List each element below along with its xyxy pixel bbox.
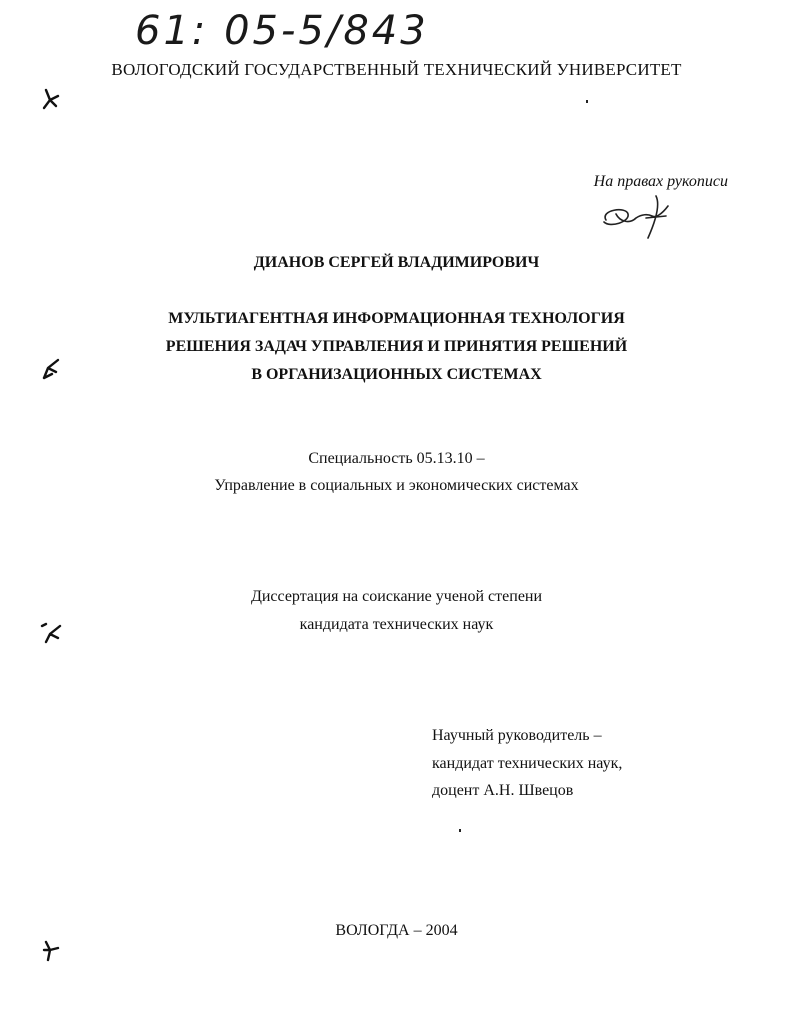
scan-speck xyxy=(586,100,588,103)
university-name: ВОЛОГОДСКИЙ ГОСУДАРСТВЕННЫЙ ТЕХНИЧЕСКИЙ УНИВЕРСИТЕТ xyxy=(111,60,682,79)
manuscript-note: На правах рукописи xyxy=(593,173,728,190)
title-line-2: РЕШЕНИЯ ЗАДАЧ УПРАВЛЕНИЯ И ПРИНЯТИЯ РЕШЕНИЙ xyxy=(165,338,628,355)
supervisor-line-2: кандидат технических наук, xyxy=(432,755,623,772)
specialty-code: Специальность 05.13.10 – xyxy=(308,450,485,467)
scan-speck xyxy=(459,829,461,832)
title-line-1: МУЛЬТИАГЕНТНАЯ ИНФОРМАЦИОННАЯ ТЕХНОЛОГИЯ xyxy=(168,310,625,327)
margin-mark-icon xyxy=(38,86,64,112)
archive-code: 61: 05-5/843 xyxy=(135,8,429,54)
supervisor-line-3: доцент А.Н. Швецов xyxy=(432,782,574,799)
margin-mark-icon xyxy=(38,938,64,964)
supervisor-line-1: Научный руководитель – xyxy=(432,727,602,744)
title-line-3: В ОРГАНИЗАЦИОННЫХ СИСТЕМАХ xyxy=(251,366,542,383)
specialty-name: Управление в социальных и экономических системах xyxy=(214,477,579,494)
dissertation-line-2: кандидата технических наук xyxy=(299,616,494,633)
margin-mark-icon xyxy=(38,356,64,382)
margin-mark-icon xyxy=(38,620,64,646)
signature xyxy=(596,192,686,244)
author-name: ДИАНОВ СЕРГЕЙ ВЛАДИМИРОВИЧ xyxy=(253,254,540,271)
place-year: ВОЛОГДА – 2004 xyxy=(335,922,458,939)
dissertation-line-1: Диссертация на соискание ученой степени xyxy=(250,588,543,605)
